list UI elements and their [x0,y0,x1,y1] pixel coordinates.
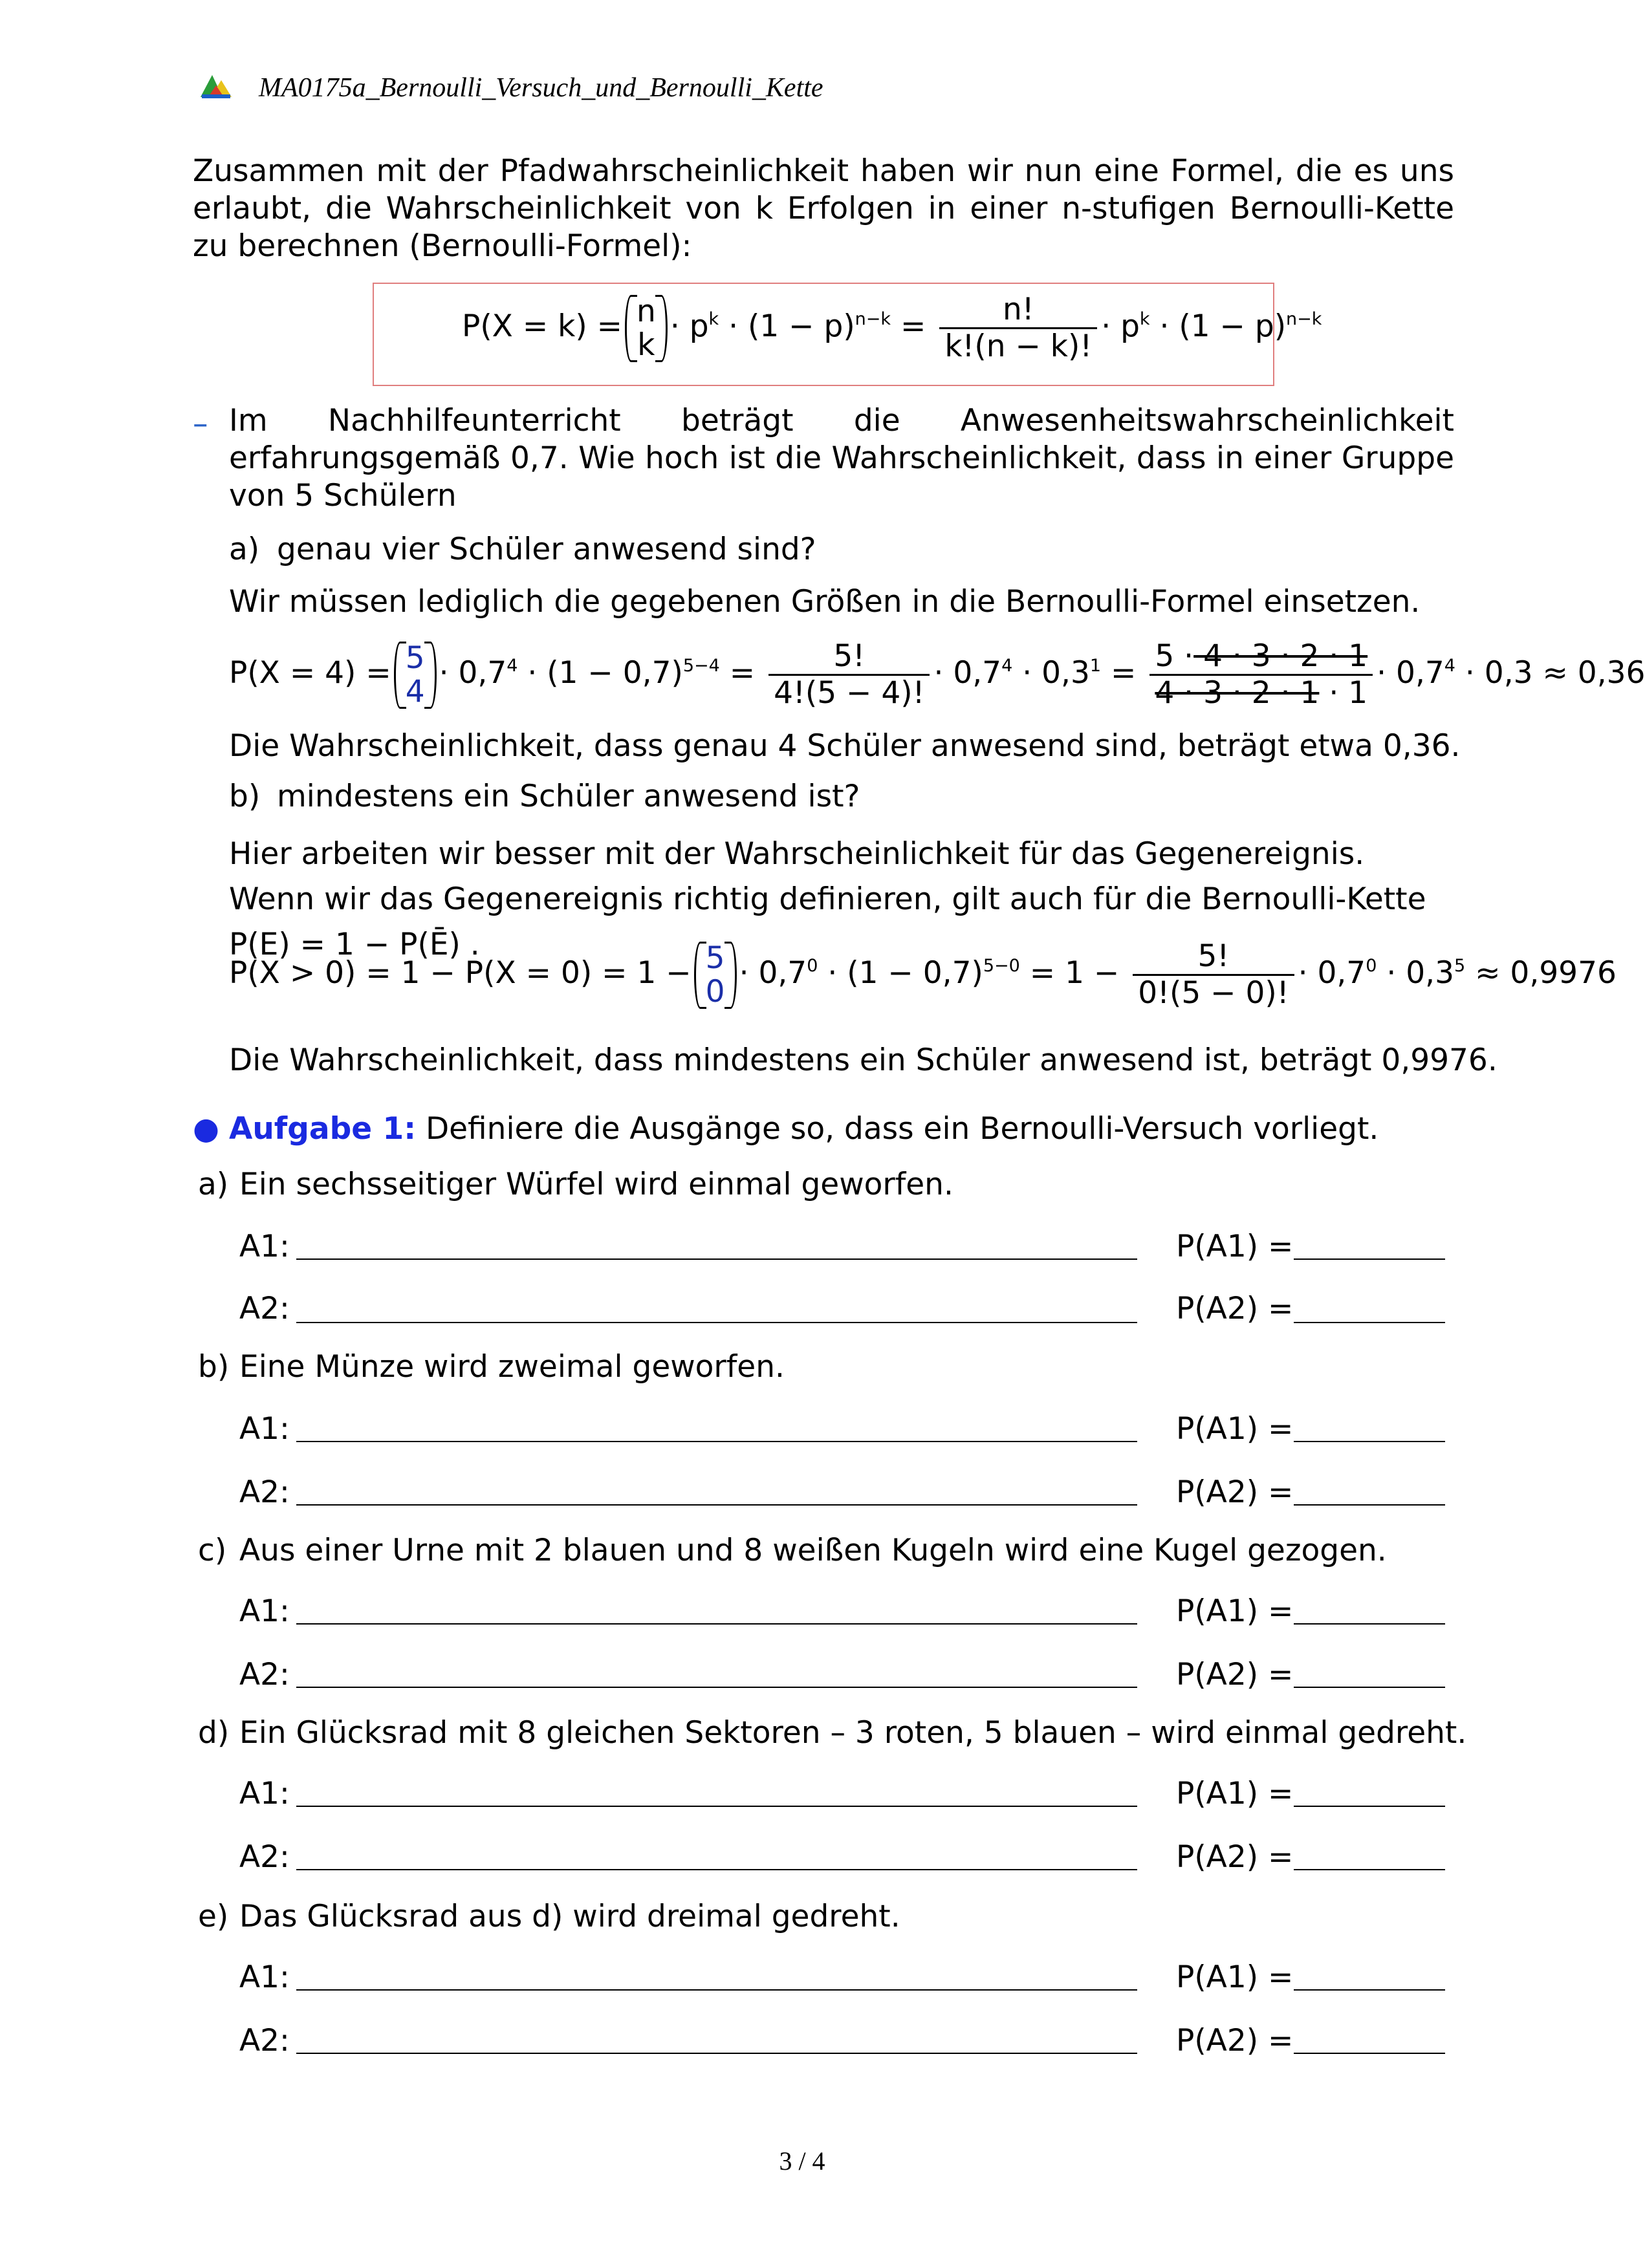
part-a-calculation: P(X = 4) = 5 4 · $0,7^4 \cdot (1 - 0,7)^{5-4}$ = $\frac{5!}{4!(5 - 4)!}$ · $0,7^4 \cdot 0,3^1$ = $\frac{5 \cdot 4 \cdot 3 \cdot 2 \cdot 1}{4 \cdot 3 \cdot 2 \cdot 1 \cdot 1}$ · $0,7^4 \cdot 0,3 \approx 0,36$ [229,638,1645,711]
part-a-question: genau vier Schüler anwesend sind? [277,532,816,567]
a2-label: A2: [239,1839,290,1875]
pa2-label: P(A2) = [1176,1839,1294,1875]
a1-answer-line[interactable] [296,1441,1137,1442]
pa1-label: P(A1) = [1176,1776,1294,1811]
a1-label: A1: [239,1960,290,1995]
part-b-calculation: P(X > 0) = 1 − P(X = 0) = 1 − 5 0 · $0,7^0 \cdot (1 - 0,7)^{5-0} = 1$ − $\frac{5!}{0!(5 - 0)!}$ · $0,7^0 \cdot 0,3^5 \approx 0,9976$ [229,938,1617,1011]
a2-label: A2: [239,1657,290,1692]
a2-answer-line[interactable] [296,1869,1137,1870]
page-number: 3 / 4 [779,2146,825,2176]
task-item-text: Aus einer Urne mit 2 blauen und 8 weißen Kugeln wird eine Kugel gezogen. [239,1533,1387,1568]
a1-label: A1: [239,1411,290,1447]
a1-answer-line[interactable] [296,1806,1137,1807]
example-text: Im Nachhilfeunterricht beträgt die Anwesenheitswahrscheinlichkeit erfahrungsgemäß 0,7. Wie hoch ist die Wahrscheinlichkeit, dass in einer Gruppe von 5 Schülern [229,403,1454,513]
a1-label: A1: [239,1776,290,1811]
intro-paragraph: Zusammen mit der Pfadwahrscheinlichkeit haben wir nun eine Formel, die es uns erlaubt, die Wahrscheinlichkeit von k Erfolgen in einer n-stufigen Bernoulli-Kette zu berechnen (Bernoulli-Formel): [193,153,1454,264]
pa2-answer-line[interactable] [1294,1322,1445,1323]
pa1-label: P(A1) = [1176,1593,1294,1629]
a1-answer-line[interactable] [296,1258,1137,1260]
pa1-answer-line[interactable] [1294,1623,1445,1625]
task-item-letter: c) [198,1533,227,1568]
task-item-text: Ein Glücksrad mit 8 gleichen Sektoren – 3 roten, 5 blauen – wird einmal gedreht. [239,1715,1467,1751]
pa1-answer-line[interactable] [1294,1806,1445,1807]
part-a-hint: Wir müssen lediglich die gegebenen Größen in die Bernoulli-Formel einsetzen. [229,584,1421,620]
pa1-answer-line[interactable] [1294,1441,1445,1442]
a2-answer-line[interactable] [296,1322,1137,1323]
pa1-label: P(A1) = [1176,1229,1294,1264]
task-item-letter: a) [198,1167,229,1202]
a2-answer-line[interactable] [296,1504,1137,1506]
pa2-answer-line[interactable] [1294,1687,1445,1688]
task-item-letter: d) [198,1715,230,1751]
a2-label: A2: [239,1291,290,1326]
part-b-result: Die Wahrscheinlichkeit, dass mindestens ein Schüler anwesend ist, beträgt 0,9976. [229,1042,1498,1078]
pa1-label: P(A1) = [1176,1960,1294,1995]
a2-answer-line[interactable] [296,1687,1137,1688]
a2-answer-line[interactable] [296,2053,1137,2054]
bernoulli-formula: P(X = k) = n k · $p^k \cdot (1 - p)^{n-k}$ = $\frac{n!}{k!(n - k)!}$ · $p^k \cdot (1 - p)^{n-k}$ [462,292,1322,364]
pa2-answer-line[interactable] [1294,2053,1445,2054]
task-item-text: Das Glücksrad aus d) wird dreimal gedreht. [239,1899,900,1934]
part-b-hint: Hier arbeiten wir besser mit der Wahrscheinlichkeit für das Gegenereignis. Wenn wir das Gegenereignis richtig definieren, gilt auch für die Bernoulli-Kette P(E) = 1 − P(Ē) . [229,836,1426,962]
pa1-answer-line[interactable] [1294,1258,1445,1260]
pa2-answer-line[interactable] [1294,1869,1445,1870]
a1-label: A1: [239,1593,290,1629]
part-a-label: a) [229,532,260,567]
part-b-label: b) [229,779,261,814]
a1-answer-line[interactable] [296,1623,1137,1625]
pa1-label: P(A1) = [1176,1411,1294,1447]
pa2-answer-line[interactable] [1294,1504,1445,1506]
a2-label: A2: [239,2023,290,2058]
pa2-label: P(A2) = [1176,1657,1294,1692]
a1-label: A1: [239,1229,290,1264]
list-dash: – [193,406,208,442]
part-b-question: mindestens ein Schüler anwesend ist? [277,779,860,814]
task-item-text: Eine Münze wird zweimal geworfen. [239,1349,785,1385]
pa2-label: P(A2) = [1176,2023,1294,2058]
pa2-label: P(A2) = [1176,1474,1294,1510]
document-title: MA0175a_Bernoulli_Versuch_und_Bernoulli_Kette [259,73,823,103]
pa2-label: P(A2) = [1176,1291,1294,1326]
task-item-letter: e) [198,1899,229,1934]
task-item-text: Ein sechsseitiger Würfel wird einmal geworfen. [239,1167,953,1202]
part-a-result: Die Wahrscheinlichkeit, dass genau 4 Schüler anwesend sind, beträgt etwa 0,36. [229,728,1461,764]
a2-label: A2: [239,1474,290,1510]
a1-answer-line[interactable] [296,1989,1137,1991]
pa1-answer-line[interactable] [1294,1989,1445,1991]
task-heading: ● Aufgabe 1: Definiere die Ausgänge so, dass ein Bernoulli-Versuch vorliegt. [193,1111,1379,1147]
task-item-letter: b) [198,1349,230,1385]
